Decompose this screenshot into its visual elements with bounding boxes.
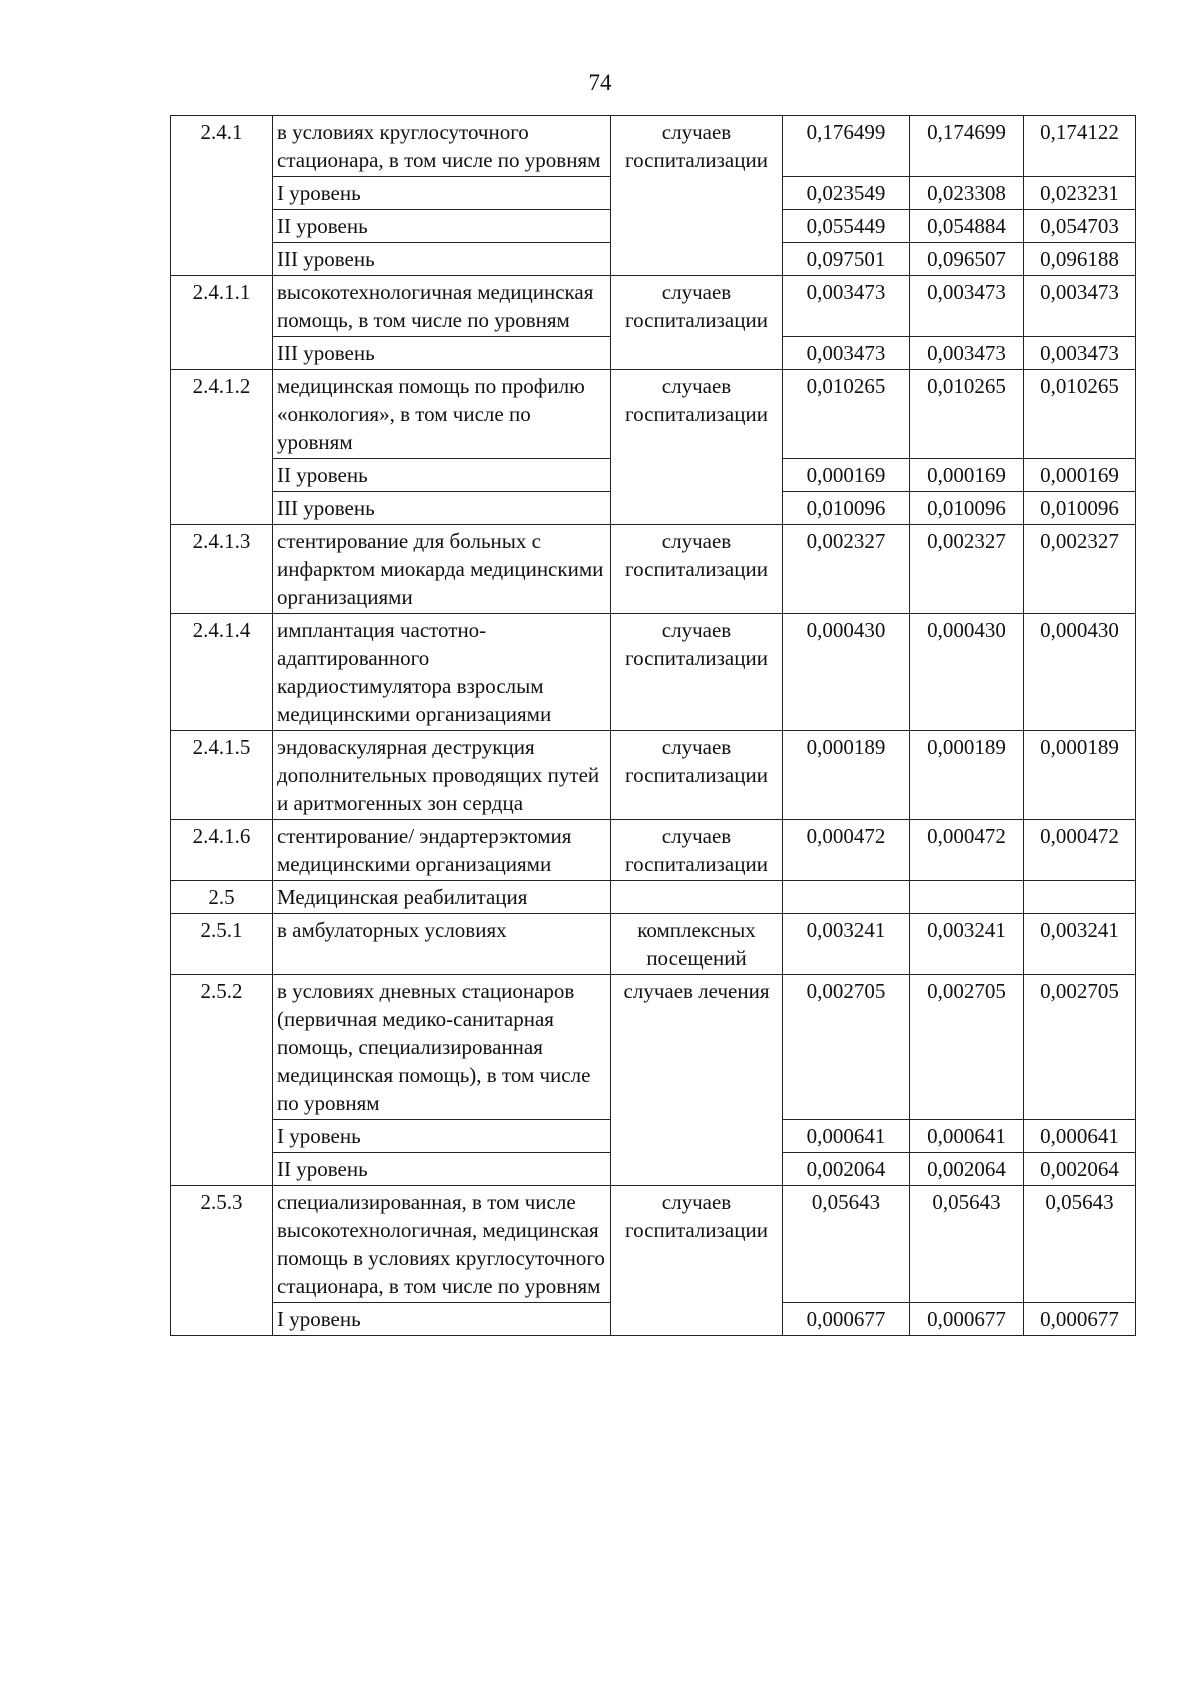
- value-cell: 0,000189: [1024, 731, 1136, 820]
- value-cell: 0,000677: [1024, 1303, 1136, 1336]
- value-cell: 0,002327: [1024, 525, 1136, 614]
- row-number: 2.5: [171, 881, 273, 914]
- row-number: 2.4.1.5: [171, 731, 273, 820]
- value-cell: 0,000677: [910, 1303, 1024, 1336]
- table-row: [171, 975, 1136, 1120]
- row-number: 2.5.2: [171, 975, 273, 1186]
- value-cell: 0,000472: [783, 820, 910, 881]
- row-number: 2.5.1: [171, 914, 273, 975]
- value-cell: 0,000430: [1024, 614, 1136, 731]
- value-cell: 0,000189: [783, 731, 910, 820]
- row-unit: случаев госпитализации: [611, 1186, 783, 1336]
- table-row: [171, 116, 1136, 177]
- value-cell: [1024, 881, 1136, 914]
- row-number: 2.4.1.3: [171, 525, 273, 614]
- row-name: I уровень: [273, 1120, 611, 1153]
- table-row: [171, 276, 1136, 337]
- value-cell: 0,000169: [1024, 459, 1136, 492]
- value-cell: 0,003241: [1024, 914, 1136, 975]
- value-cell: 0,010096: [910, 492, 1024, 525]
- row-unit: случаев госпитализации: [611, 731, 783, 820]
- value-cell: [783, 881, 910, 914]
- value-cell: 0,002327: [783, 525, 910, 614]
- value-cell: 0,05643: [910, 1186, 1024, 1303]
- row-name: медицинская помощь по профилю «онкология», в том числе по уровням: [273, 370, 611, 459]
- row-unit: случаев госпитализации: [611, 525, 783, 614]
- value-cell: 0,000641: [783, 1120, 910, 1153]
- value-cell: 0,000472: [910, 820, 1024, 881]
- value-cell: 0,003473: [783, 337, 910, 370]
- value-cell: 0,05643: [783, 1186, 910, 1303]
- value-cell: 0,000169: [910, 459, 1024, 492]
- table-row: [171, 1186, 1136, 1303]
- value-cell: 0,003473: [910, 337, 1024, 370]
- table-row: [171, 525, 1136, 614]
- value-cell: 0,010265: [910, 370, 1024, 459]
- row-unit: случаев госпитализации: [611, 116, 783, 276]
- row-name: имплантация частотно-адаптированного кардиостимулятора взрослым медицинскими организациями: [273, 614, 611, 731]
- table-row: [171, 731, 1136, 820]
- row-name: III уровень: [273, 337, 611, 370]
- value-cell: 0,097501: [783, 243, 910, 276]
- value-cell: 0,000677: [783, 1303, 910, 1336]
- row-name: I уровень: [273, 1303, 611, 1336]
- row-unit: случаев лечения: [611, 975, 783, 1186]
- value-cell: 0,002705: [783, 975, 910, 1120]
- value-cell: 0,003473: [783, 276, 910, 337]
- value-cell: 0,000472: [1024, 820, 1136, 881]
- value-cell: 0,003473: [910, 276, 1024, 337]
- value-cell: 0,000189: [910, 731, 1024, 820]
- value-cell: 0,023549: [783, 177, 910, 210]
- table-row: [171, 614, 1136, 731]
- table-row: [171, 914, 1136, 975]
- row-name: стентирование для больных с инфарктом миокарда медицинскими организациями: [273, 525, 611, 614]
- row-number: 2.4.1.6: [171, 820, 273, 881]
- row-name: в амбулаторных условиях: [273, 914, 611, 975]
- value-cell: 0,010265: [1024, 370, 1136, 459]
- row-name: в условиях круглосуточного стационара, в том числе по уровням: [273, 116, 611, 177]
- value-cell: 0,000430: [783, 614, 910, 731]
- row-unit: случаев госпитализации: [611, 614, 783, 731]
- value-cell: 0,054884: [910, 210, 1024, 243]
- value-cell: 0,000169: [783, 459, 910, 492]
- page-number: 74: [588, 70, 612, 95]
- row-name: I уровень: [273, 177, 611, 210]
- row-number: 2.4.1.4: [171, 614, 273, 731]
- value-cell: 0,002064: [910, 1153, 1024, 1186]
- value-cell: 0,096188: [1024, 243, 1136, 276]
- value-cell: 0,003473: [1024, 337, 1136, 370]
- value-cell: 0,003473: [1024, 276, 1136, 337]
- row-unit: [611, 881, 783, 914]
- value-cell: 0,023308: [910, 177, 1024, 210]
- value-cell: 0,010265: [783, 370, 910, 459]
- table-row: [171, 820, 1136, 881]
- value-cell: [910, 881, 1024, 914]
- value-cell: 0,003241: [910, 914, 1024, 975]
- row-name: эндоваскулярная деструкция дополнительных проводящих путей и аритмогенных зон сердца: [273, 731, 611, 820]
- value-cell: 0,000641: [1024, 1120, 1136, 1153]
- value-cell: 0,176499: [783, 116, 910, 177]
- row-name: II уровень: [273, 459, 611, 492]
- value-cell: 0,023231: [1024, 177, 1136, 210]
- value-cell: 0,174122: [1024, 116, 1136, 177]
- value-cell: 0,055449: [783, 210, 910, 243]
- row-name: специализированная, в том числе высокотехнологичная, медицинская помощь в условиях круглосуточного стационара, в том числе по уровням: [273, 1186, 611, 1303]
- row-unit: случаев госпитализации: [611, 276, 783, 370]
- value-cell: 0,003241: [783, 914, 910, 975]
- row-number: 2.4.1: [171, 116, 273, 276]
- table-row: [171, 370, 1136, 459]
- value-cell: 0,002705: [910, 975, 1024, 1120]
- row-name: II уровень: [273, 1153, 611, 1186]
- row-unit: случаев госпитализации: [611, 370, 783, 525]
- row-number: 2.4.1.1: [171, 276, 273, 370]
- value-cell: 0,096507: [910, 243, 1024, 276]
- value-cell: 0,002064: [1024, 1153, 1136, 1186]
- value-cell: 0,002327: [910, 525, 1024, 614]
- value-cell: 0,054703: [1024, 210, 1136, 243]
- value-cell: 0,174699: [910, 116, 1024, 177]
- value-cell: 0,010096: [783, 492, 910, 525]
- value-cell: 0,05643: [1024, 1186, 1136, 1303]
- row-unit: комплексных посещений: [611, 914, 783, 975]
- value-cell: 0,000430: [910, 614, 1024, 731]
- row-name: в условиях дневных стационаров (первичная медико-санитарная помощь, специализированная медицинская помощь), в том числе по уровням: [273, 975, 611, 1120]
- indicators-table: [170, 115, 1136, 1336]
- row-name: высокотехнологичная медицинская помощь, в том числе по уровням: [273, 276, 611, 337]
- row-name: стентирование/ эндартерэктомия медицинскими организациями: [273, 820, 611, 881]
- table-row: [171, 881, 1136, 914]
- row-name: II уровень: [273, 210, 611, 243]
- value-cell: 0,010096: [1024, 492, 1136, 525]
- row-name: III уровень: [273, 243, 611, 276]
- value-cell: 0,002705: [1024, 975, 1136, 1120]
- value-cell: 0,002064: [783, 1153, 910, 1186]
- row-name: III уровень: [273, 492, 611, 525]
- row-number: 2.5.3: [171, 1186, 273, 1336]
- row-unit: случаев госпитализации: [611, 820, 783, 881]
- value-cell: 0,000641: [910, 1120, 1024, 1153]
- row-name: Медицинская реабилитация: [273, 881, 611, 914]
- row-number: 2.4.1.2: [171, 370, 273, 525]
